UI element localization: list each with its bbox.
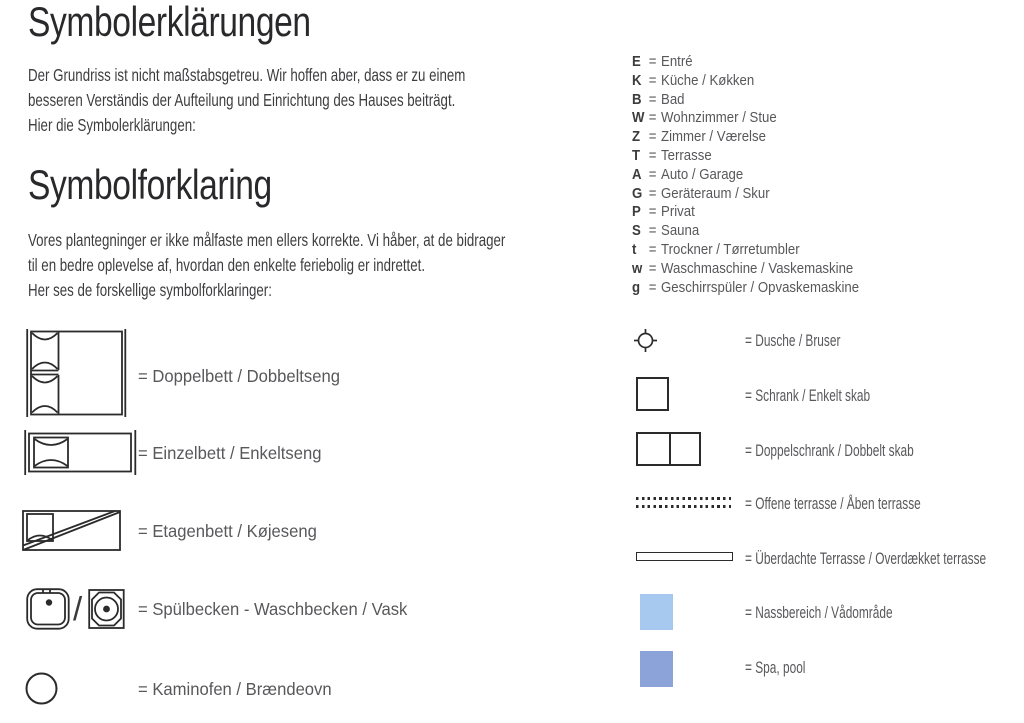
code-letter: P bbox=[632, 203, 641, 221]
covered-terrace-icon bbox=[636, 552, 733, 561]
code-letter: S bbox=[632, 222, 641, 240]
sink-basin-icon bbox=[26, 588, 70, 630]
code-letter: W bbox=[632, 109, 645, 127]
bunk-bed-icon bbox=[22, 510, 122, 552]
intro-german-line3: Hier die Symbolerklärungen: bbox=[28, 115, 196, 135]
equals-sign: = bbox=[648, 203, 657, 221]
equals-sign: = bbox=[648, 278, 657, 296]
letter-code-row bbox=[632, 53, 859, 72]
open-terrace-icon bbox=[636, 497, 731, 508]
round-sink-icon bbox=[88, 588, 125, 630]
single-bed-label: = Einzelbett / Enkeltseng bbox=[138, 443, 322, 463]
double-bed-label: = Doppelbett / Dobbeltseng bbox=[138, 366, 340, 386]
intro-danish-line3: Her ses de forskellige symbolforklaringer: bbox=[28, 280, 272, 300]
letter-code-row bbox=[632, 260, 859, 279]
double-bed-icon bbox=[26, 329, 127, 417]
code-label: Küche / Køkken bbox=[661, 71, 755, 89]
letter-code-row bbox=[632, 72, 859, 91]
code-letter: T bbox=[632, 146, 641, 164]
code-label: Entré bbox=[661, 53, 693, 70]
equals-sign: = bbox=[648, 53, 657, 70]
code-letter: G bbox=[632, 184, 643, 202]
shower-icon bbox=[633, 328, 658, 353]
code-label: Wohnzimmer / Stue bbox=[661, 109, 777, 127]
equals-sign: = bbox=[648, 146, 657, 164]
equals-sign: = bbox=[648, 71, 657, 89]
letter-code-list bbox=[632, 53, 859, 297]
spa-pool-label: = Spa, pool bbox=[745, 659, 806, 677]
intro-german-line1: Der Grundriss ist nicht maßstabsgetreu. Wir hoffen aber, dass er zu einem bbox=[28, 65, 466, 85]
sink-basin-label: = Spülbecken - Waschbecken / Vask bbox=[138, 599, 408, 619]
shower-label: = Dusche / Bruser bbox=[745, 332, 841, 350]
letter-code-row bbox=[632, 279, 859, 298]
intro-danish-line2: til en bedre oplevelse af, hvordan den enkelte feriebolig er indrettet. bbox=[28, 255, 426, 275]
page-title-german: Symbolerklärungen bbox=[28, 0, 311, 45]
wood-stove-label: = Kaminofen / Brændeovn bbox=[138, 679, 332, 699]
code-letter: Z bbox=[632, 128, 641, 146]
letter-code-row bbox=[632, 91, 859, 110]
code-label: Privat bbox=[661, 203, 695, 221]
letter-code-row bbox=[632, 222, 859, 241]
intro-german bbox=[28, 63, 465, 138]
code-label: Zimmer / Værelse bbox=[661, 128, 766, 146]
open-terrace-label: = Offene terrasse / Åben terrasse bbox=[745, 495, 921, 513]
wet-area-label: = Nassbereich / Vådområde bbox=[745, 604, 893, 622]
page-title-danish: Symbolforklaring bbox=[28, 161, 272, 208]
code-label: Bad bbox=[661, 90, 685, 108]
code-label: Terrasse bbox=[661, 146, 712, 164]
code-letter: g bbox=[632, 278, 641, 296]
letter-code-row bbox=[632, 203, 859, 222]
letter-code-row bbox=[632, 166, 859, 185]
code-letter: w bbox=[632, 259, 643, 277]
equals-sign: = bbox=[648, 184, 657, 202]
letter-code-row bbox=[632, 241, 859, 260]
code-label: Auto / Garage bbox=[661, 165, 744, 183]
intro-danish bbox=[28, 228, 505, 303]
code-label: Sauna bbox=[661, 222, 700, 240]
wood-stove-icon bbox=[25, 672, 58, 705]
letter-code-row bbox=[632, 185, 859, 204]
covered-terrace-label: = Überdachte Terrasse / Overdækket terrasse bbox=[745, 550, 987, 568]
code-letter: K bbox=[632, 71, 642, 89]
equals-sign: = bbox=[648, 109, 657, 127]
wet-area-swatch bbox=[640, 594, 673, 630]
spa-pool-swatch bbox=[640, 651, 673, 687]
intro-danish-line1: Vores plantegninger er ikke målfaste men ellers korrekte. Vi håber, at de bidrager bbox=[28, 230, 506, 250]
equals-sign: = bbox=[648, 90, 657, 108]
code-label: Waschmaschine / Vaskemaskine bbox=[661, 259, 854, 277]
dotted-line-bottom bbox=[636, 505, 731, 508]
code-label: Geräteraum / Skur bbox=[661, 184, 770, 202]
single-cabinet-icon bbox=[636, 377, 669, 411]
code-label: Trockner / Tørretumbler bbox=[661, 240, 800, 258]
equals-sign: = bbox=[648, 259, 657, 277]
code-label: Geschirrspüler / Opvaskemaskine bbox=[661, 278, 860, 296]
sink-separator: / bbox=[73, 590, 83, 627]
intro-german-line2: besseren Verständis der Aufteilung und Einrichtung des Hauses beiträgt. bbox=[28, 90, 456, 110]
letter-code-row bbox=[632, 147, 859, 166]
letter-code-row bbox=[632, 109, 859, 128]
double-cabinet-icon bbox=[636, 432, 701, 466]
equals-sign: = bbox=[648, 222, 657, 240]
code-letter: A bbox=[632, 165, 642, 183]
bunk-bed-label: = Etagenbett / Køjeseng bbox=[138, 521, 317, 541]
single-cabinet-label: = Schrank / Enkelt skab bbox=[745, 387, 871, 405]
equals-sign: = bbox=[648, 240, 657, 258]
equals-sign: = bbox=[648, 128, 657, 146]
single-bed-icon bbox=[24, 430, 137, 475]
code-letter: B bbox=[632, 90, 642, 108]
double-cabinet-label: = Doppelschrank / Dobbelt skab bbox=[745, 442, 914, 460]
code-letter: E bbox=[632, 53, 641, 70]
code-letter: t bbox=[632, 240, 637, 258]
equals-sign: = bbox=[648, 165, 657, 183]
letter-code-row bbox=[632, 128, 859, 147]
